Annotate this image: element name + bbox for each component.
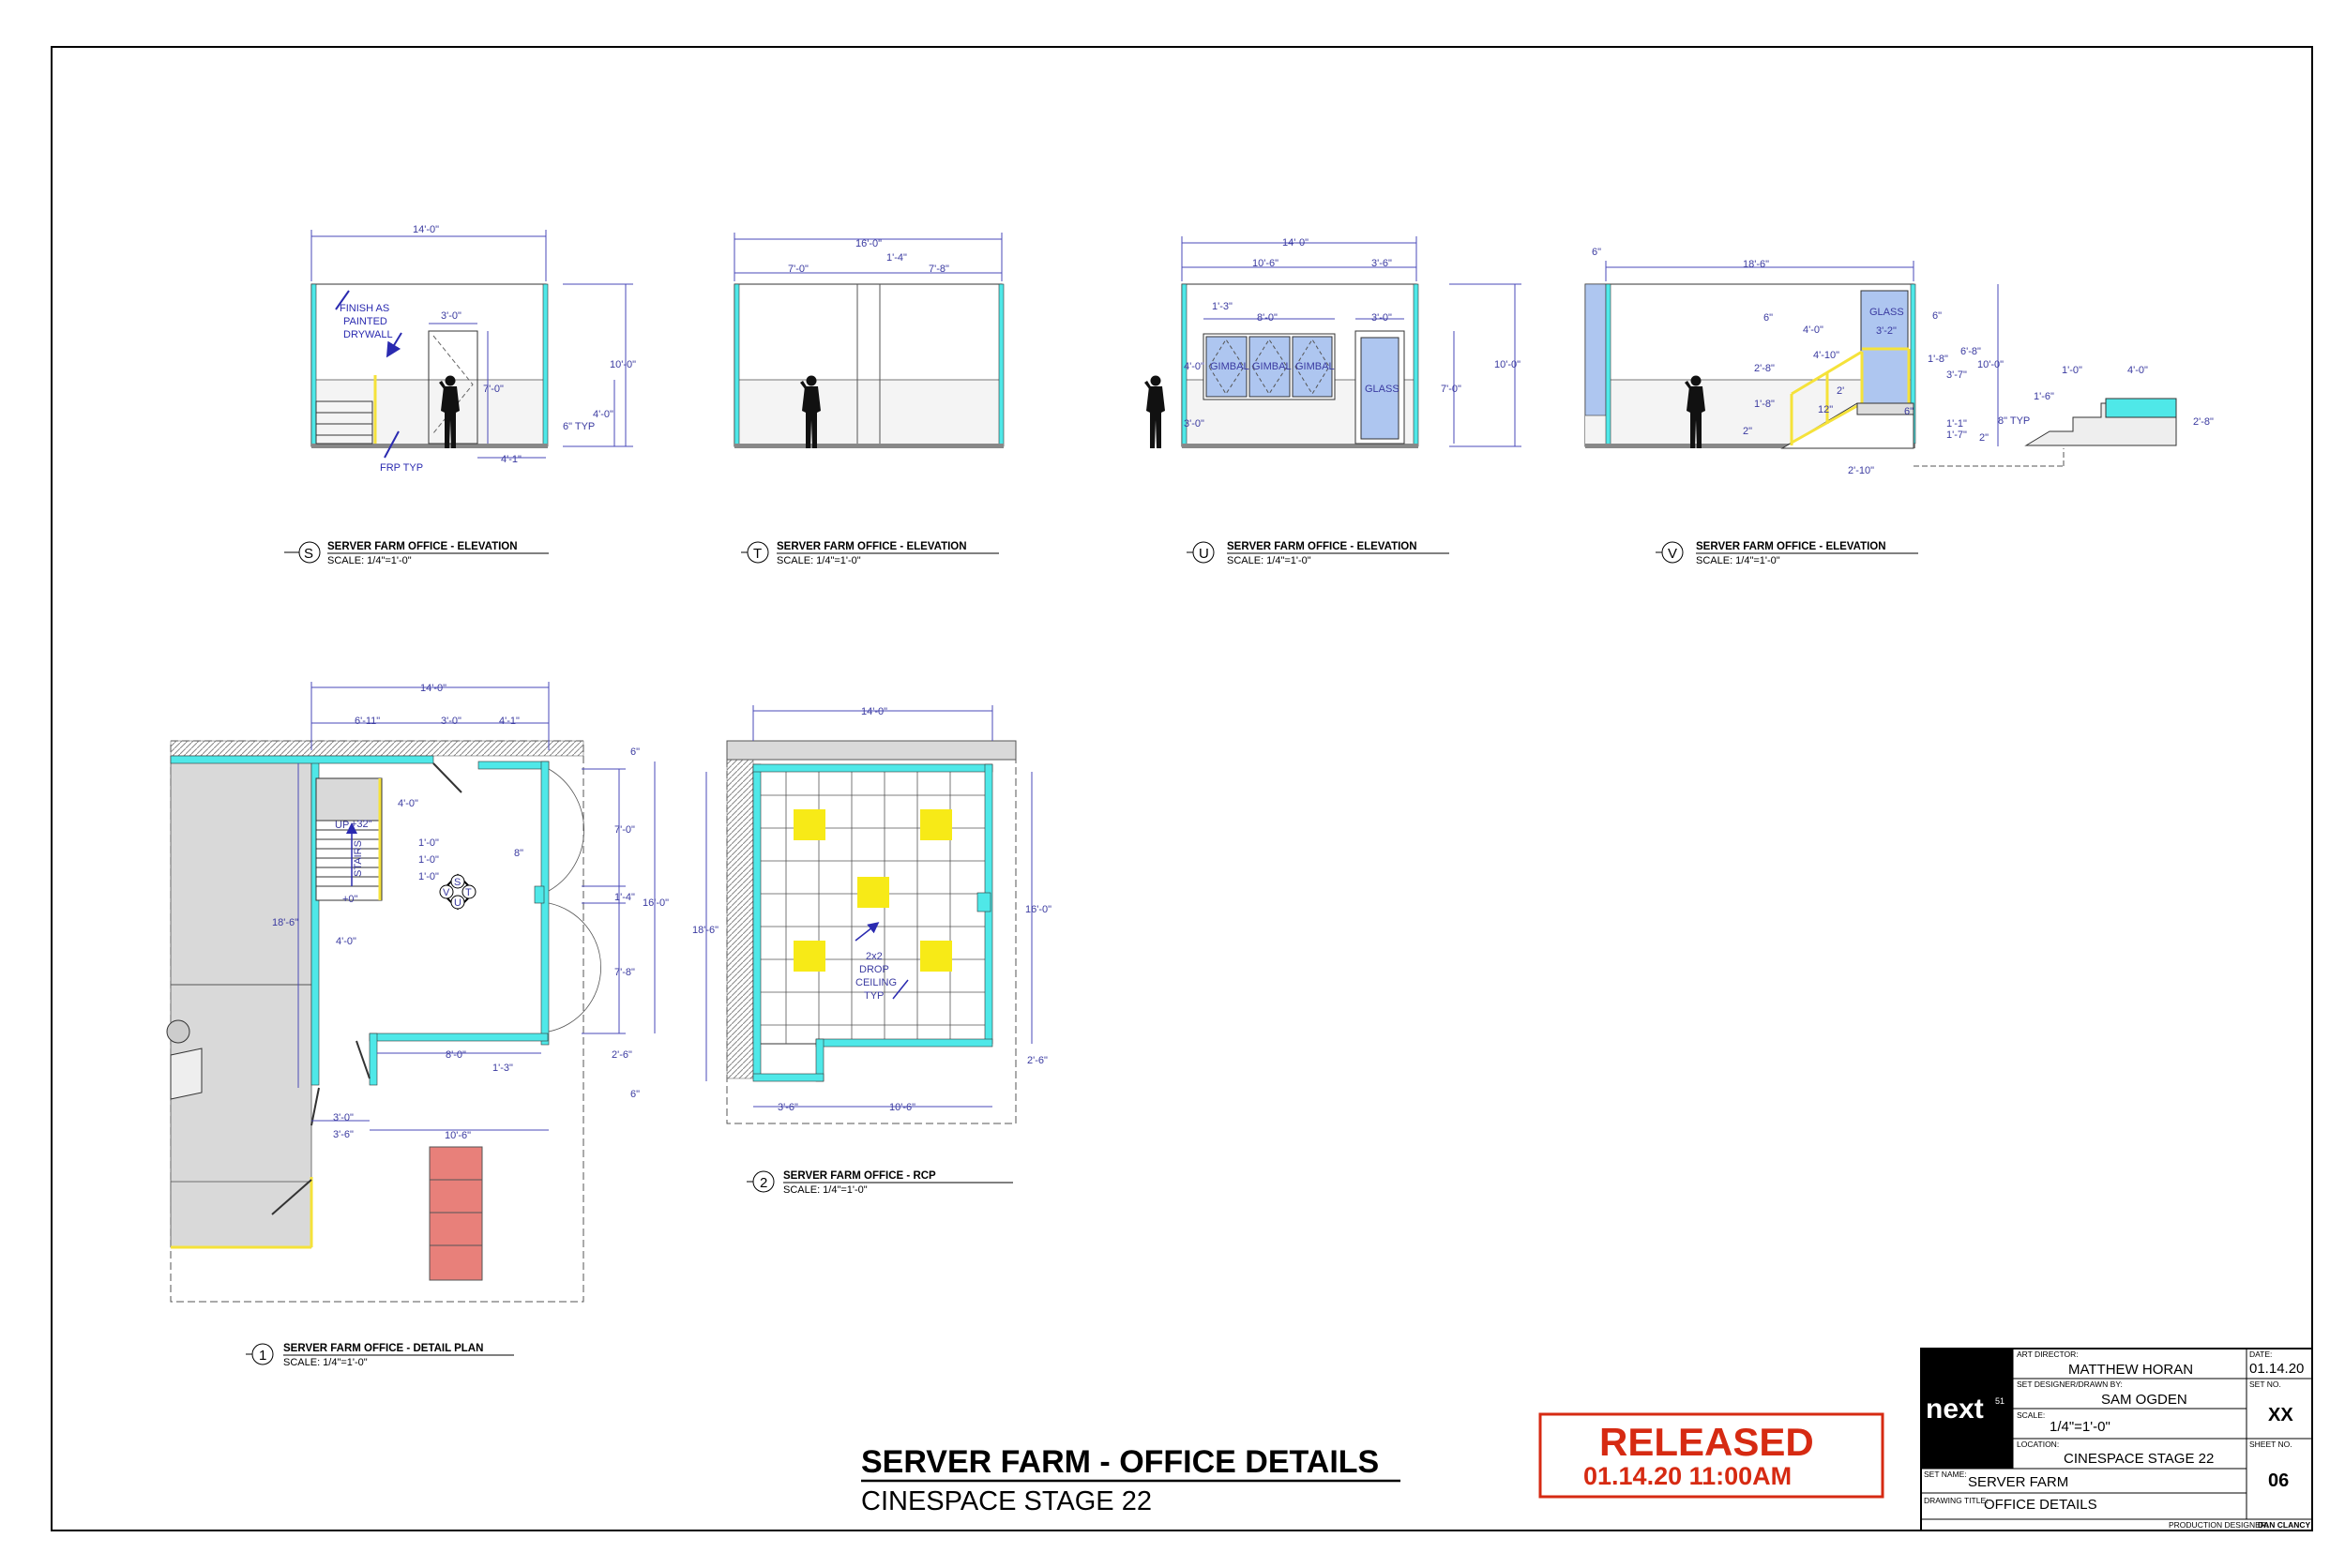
dim-label: 8" bbox=[514, 848, 524, 859]
art-director-label: ART DIRECTOR: bbox=[2017, 1349, 2079, 1359]
dim-label: 14'-0" bbox=[420, 683, 447, 694]
view-scale: SCALE: 1/4"=1'-0" bbox=[1696, 555, 1780, 566]
dim-label: 10'-6" bbox=[1252, 258, 1279, 269]
note-text: DRYWALL bbox=[343, 329, 393, 340]
stair-label: STAIRS bbox=[353, 840, 364, 877]
dim-label: 4'-0" bbox=[336, 936, 356, 947]
marker-u: U bbox=[454, 897, 461, 909]
dim-label: 1'-0" bbox=[2062, 365, 2082, 376]
view-title: SERVER FARM OFFICE - RCP bbox=[783, 1170, 936, 1182]
logo-sup: 51 bbox=[1995, 1396, 2005, 1406]
dim-label: 7'-0" bbox=[788, 264, 809, 275]
detail-plan bbox=[167, 682, 669, 1302]
elevation-s bbox=[311, 224, 636, 474]
dim-label: 3'-6" bbox=[333, 1129, 354, 1140]
dim-label: 6" bbox=[1592, 247, 1602, 258]
dim-label: 6" bbox=[1763, 312, 1774, 324]
window-label: GIMBAL bbox=[1252, 361, 1292, 372]
dim-label: 2'-8" bbox=[2193, 416, 2214, 428]
dim-label: 1'-7" bbox=[1946, 430, 1967, 441]
view-title-rcp bbox=[747, 1170, 1013, 1196]
dim-label: 10'-0" bbox=[610, 359, 637, 370]
dim-label: 1'-0" bbox=[418, 854, 439, 866]
drawing-title-label: DRAWING TITLE: bbox=[1924, 1496, 1989, 1505]
dim-label: 3'-0" bbox=[1184, 418, 1204, 430]
dim-label: 4'-1" bbox=[499, 716, 520, 727]
dim-label: 8'-0" bbox=[446, 1049, 466, 1061]
dim-label: 10'-0" bbox=[1494, 359, 1521, 370]
dim-label: 6" TYP bbox=[563, 421, 596, 432]
view-scale: SCALE: 1/4"=1'-0" bbox=[783, 1184, 868, 1196]
view-scale: SCALE: 1/4"=1'-0" bbox=[1227, 555, 1311, 566]
dim-label: 4'-0" bbox=[593, 409, 613, 420]
marker-s: S bbox=[454, 877, 461, 888]
dim-label: 3'-0" bbox=[333, 1112, 354, 1123]
sheet-no-label: SHEET NO. bbox=[2249, 1440, 2292, 1449]
set-designer-label: SET DESIGNER/DRAWN BY: bbox=[2017, 1380, 2123, 1389]
note-text: CEILING bbox=[855, 977, 898, 988]
dim-label: 2' bbox=[1837, 385, 1845, 397]
note-text: TYP bbox=[864, 990, 885, 1002]
window-label: GIMBAL bbox=[1295, 361, 1335, 372]
date-label: DATE: bbox=[2249, 1349, 2273, 1359]
dim-label: 2" bbox=[1743, 426, 1753, 437]
dim-label: 4'-1" bbox=[501, 454, 522, 465]
location-label: LOCATION: bbox=[2017, 1440, 2060, 1449]
view-bubble: S bbox=[304, 546, 314, 562]
elevation-u bbox=[1144, 236, 1521, 448]
note-text: DROP bbox=[859, 964, 889, 975]
window-label: GIMBAL bbox=[1210, 361, 1249, 372]
dim-label: 2'-10" bbox=[1848, 465, 1875, 476]
dim-label: 6" bbox=[630, 746, 641, 758]
dim-label: 4'-0" bbox=[2127, 365, 2148, 376]
sheet-title-text: SERVER FARM - OFFICE DETAILS bbox=[861, 1444, 1380, 1480]
dim-label: 6'-8" bbox=[1960, 346, 1981, 357]
dim-label: 14'-0" bbox=[413, 224, 440, 235]
dim-label: 1'-1" bbox=[1946, 418, 1967, 430]
dim-label: 1'-0" bbox=[418, 837, 439, 849]
door-label: GLASS bbox=[1365, 384, 1399, 395]
note-text: 2x2 bbox=[866, 951, 883, 962]
dim-label: 2'-6" bbox=[1027, 1055, 1048, 1066]
dim-label: 1'-8" bbox=[1928, 354, 1948, 365]
dim-label: 16'-0" bbox=[1025, 904, 1052, 915]
view-title-s bbox=[284, 541, 549, 566]
marker-t: T bbox=[465, 887, 472, 898]
dim-label: 6" bbox=[630, 1089, 641, 1100]
dim-label: 7'-0" bbox=[614, 824, 635, 836]
stamp-line-1: RELEASED bbox=[1599, 1420, 1814, 1464]
dim-label: 7'-0" bbox=[483, 384, 504, 395]
dim-label: 3'-6" bbox=[778, 1102, 798, 1113]
sheet-title bbox=[861, 1444, 1400, 1516]
dim-label: 8'-0" bbox=[1257, 312, 1278, 324]
elevation-markers bbox=[440, 875, 476, 909]
dim-label: 4'-10" bbox=[1813, 350, 1840, 361]
dim-label: 2" bbox=[1979, 432, 1989, 444]
window-label: GLASS bbox=[1869, 307, 1904, 318]
dim-label: 16'-0" bbox=[643, 897, 670, 909]
dim-label: 18'-6" bbox=[272, 917, 299, 928]
view-scale: SCALE: 1/4"=1'-0" bbox=[777, 555, 861, 566]
set-name-label: SET NAME: bbox=[1924, 1470, 1967, 1479]
note-text: PAINTED bbox=[343, 316, 387, 327]
view-scale: SCALE: 1/4"=1'-0" bbox=[283, 1357, 368, 1368]
dim-label: 10'-0" bbox=[1977, 359, 2005, 370]
dim-label: 7'-8" bbox=[929, 264, 949, 275]
dim-label: 1'-8" bbox=[1754, 399, 1775, 410]
dim-label: 3'-0" bbox=[1371, 312, 1392, 324]
dim-label: 14'-0" bbox=[1282, 237, 1309, 249]
set-no-value: XX bbox=[2268, 1405, 2293, 1425]
dim-label: 14'-0" bbox=[861, 706, 888, 717]
stair-label: +32" bbox=[351, 819, 372, 830]
rcp bbox=[692, 705, 1051, 1123]
dim-label: 4'-0" bbox=[1803, 324, 1823, 336]
view-bubble: 1 bbox=[259, 1348, 267, 1364]
stamp-line-2: 01.14.20 11:00AM bbox=[1583, 1462, 1793, 1490]
title-block bbox=[1921, 1349, 2312, 1530]
dim-label: 18'-6" bbox=[1743, 259, 1770, 270]
elevation-t bbox=[734, 233, 1004, 448]
dim-label: 18'-6" bbox=[692, 925, 719, 936]
art-director-value: MATTHEW HORAN bbox=[2068, 1362, 2194, 1378]
elevation-v bbox=[1585, 247, 2214, 476]
dim-label: 1'-4" bbox=[614, 892, 635, 903]
production-designer-label: PRODUCTION DESIGNER: bbox=[2169, 1520, 2269, 1530]
dim-label: 4'-0" bbox=[398, 798, 418, 809]
dim-label: 2'-6" bbox=[612, 1049, 632, 1061]
stair-label: UP bbox=[335, 820, 350, 831]
view-bubble: V bbox=[1668, 546, 1678, 562]
view-bubble: 2 bbox=[760, 1175, 768, 1191]
view-title-u bbox=[1187, 541, 1449, 566]
view-title: SERVER FARM OFFICE - ELEVATION bbox=[1227, 541, 1417, 552]
dim-label: 6" bbox=[1932, 310, 1943, 322]
dim-label: 2'-8" bbox=[1754, 363, 1775, 374]
dim-label: 7'-8" bbox=[614, 967, 635, 978]
view-title: SERVER FARM OFFICE - DETAIL PLAN bbox=[283, 1343, 484, 1354]
location-value: CINESPACE STAGE 22 bbox=[2064, 1451, 2215, 1467]
sheet-no-value: 06 bbox=[2268, 1470, 2290, 1491]
scale-value: 1/4"=1'-0" bbox=[2050, 1419, 2110, 1435]
dim-label: 6'-11" bbox=[355, 716, 381, 727]
dim-label: 1'-6" bbox=[2034, 391, 2054, 402]
dim-label: 6" bbox=[1904, 406, 1914, 417]
view-bubble: T bbox=[753, 546, 763, 562]
view-bubble: U bbox=[1199, 546, 1209, 562]
sheet-subtitle-text: CINESPACE STAGE 22 bbox=[861, 1486, 1152, 1516]
dim-label: 3'-0" bbox=[441, 310, 461, 322]
dim-label: 12" bbox=[1818, 404, 1834, 415]
dim-label: 3'-6" bbox=[1371, 258, 1392, 269]
set-no-label: SET NO. bbox=[2249, 1380, 2281, 1389]
scale-label: SCALE: bbox=[2017, 1410, 2046, 1420]
view-title-plan bbox=[246, 1343, 514, 1368]
dim-label: 1'-3" bbox=[492, 1063, 513, 1074]
marker-v: V bbox=[443, 887, 450, 898]
view-title: SERVER FARM OFFICE - ELEVATION bbox=[327, 541, 518, 552]
dim-label: 1'-0" bbox=[418, 871, 439, 882]
note-text: FRP TYP bbox=[380, 462, 424, 474]
view-title: SERVER FARM OFFICE - ELEVATION bbox=[777, 541, 967, 552]
set-name-value: SERVER FARM bbox=[1968, 1474, 2069, 1490]
dim-label: 4'-0" bbox=[1184, 361, 1204, 372]
dim-label: 10'-6" bbox=[445, 1130, 472, 1141]
logo-text: next bbox=[1926, 1394, 1984, 1425]
dim-label: 16'-0" bbox=[855, 238, 883, 249]
production-designer-value: DAN CLANCY bbox=[2258, 1520, 2311, 1530]
dim-label: 3'-0" bbox=[441, 716, 461, 727]
released-stamp bbox=[1540, 1414, 1883, 1497]
dim-label: 3'-7" bbox=[1946, 369, 1967, 381]
stair-label: +0" bbox=[342, 894, 358, 905]
view-title-v bbox=[1656, 541, 1918, 566]
dim-label: 10'-6" bbox=[889, 1102, 916, 1113]
dim-label: 8" TYP bbox=[1998, 415, 2031, 427]
view-title-t bbox=[741, 541, 999, 566]
dim-label: 1'-3" bbox=[1212, 301, 1233, 312]
set-designer-value: SAM OGDEN bbox=[2101, 1392, 2187, 1408]
dim-label: 3'-2" bbox=[1876, 325, 1897, 337]
note-text: FINISH AS bbox=[340, 303, 390, 314]
date-value: 01.14.20 bbox=[2249, 1361, 2305, 1377]
drawing-title-value: OFFICE DETAILS bbox=[1984, 1497, 2097, 1513]
dim-label: 1'-4" bbox=[886, 252, 907, 264]
dim-label: 7'-0" bbox=[1441, 384, 1461, 395]
view-scale: SCALE: 1/4"=1'-0" bbox=[327, 555, 412, 566]
view-title: SERVER FARM OFFICE - ELEVATION bbox=[1696, 541, 1886, 552]
